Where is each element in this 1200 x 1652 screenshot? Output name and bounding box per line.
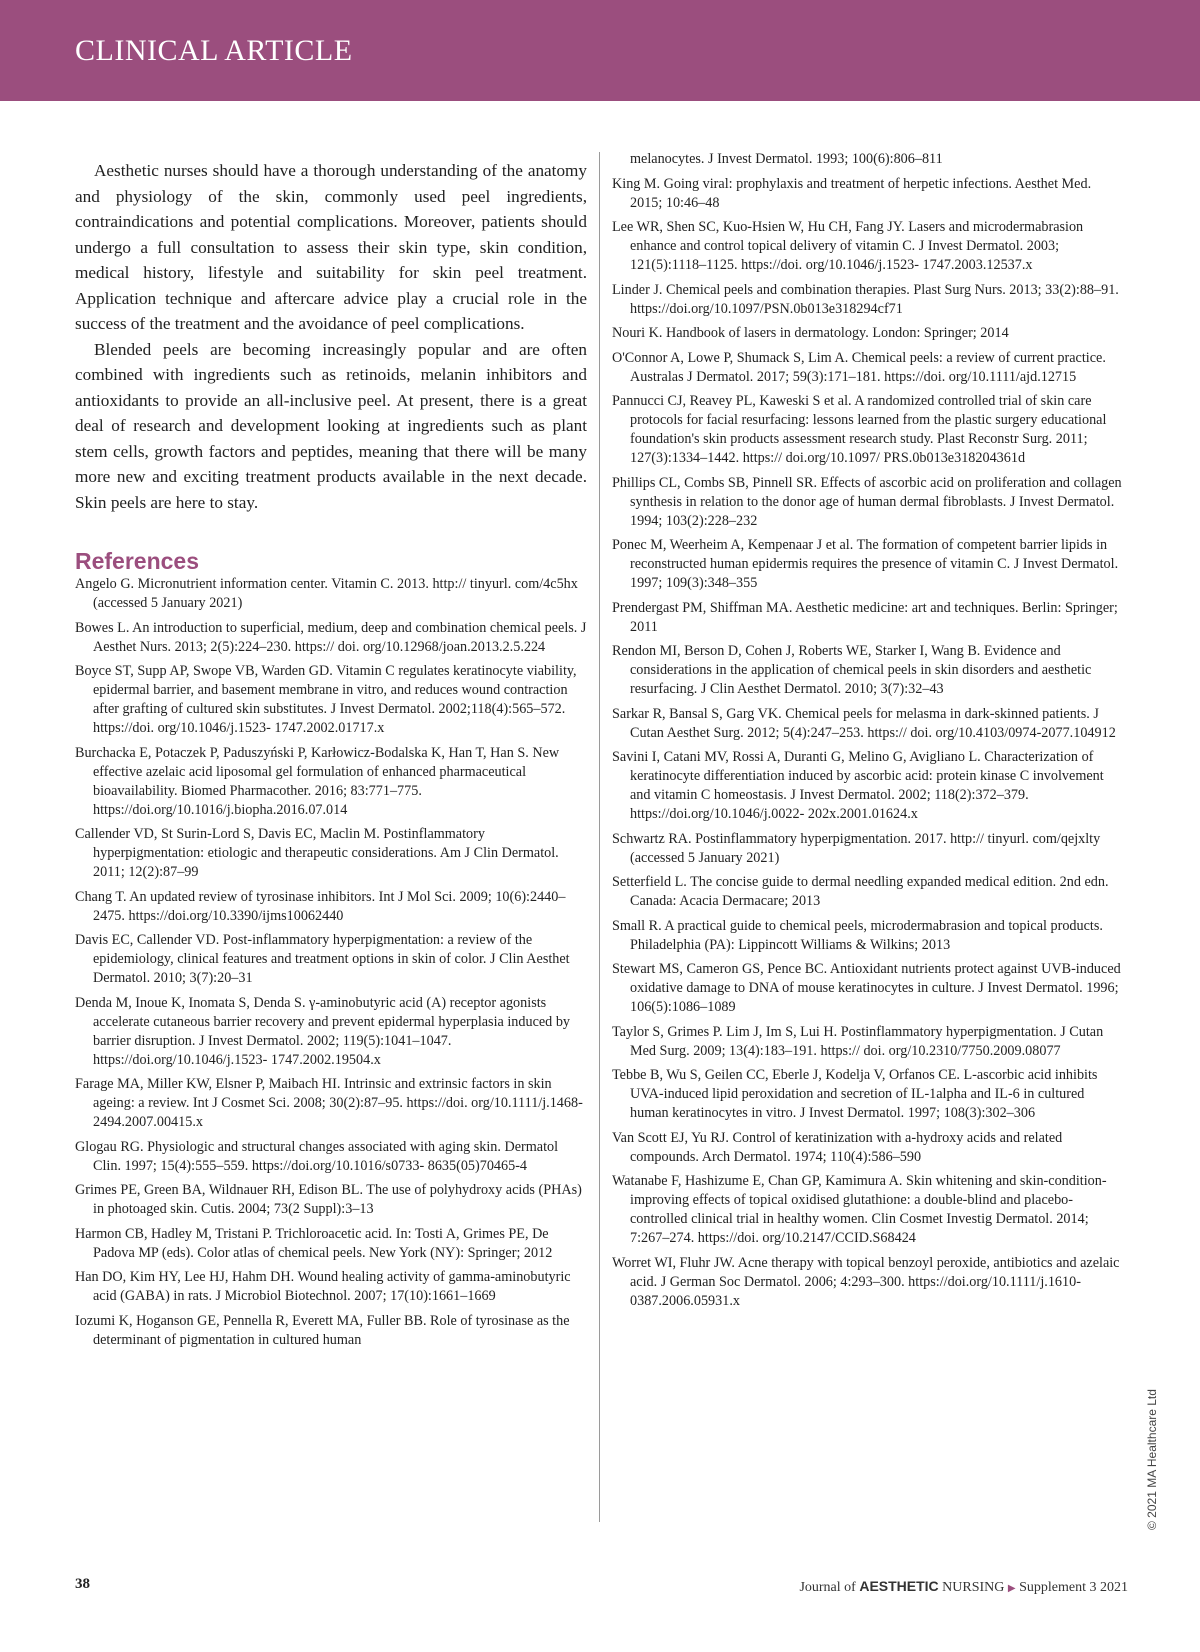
reference-item: King M. Going viral: prophylaxis and treatment of herpetic infections. Aesthet Med. 2015; 10:46–48 — [612, 175, 1092, 211]
reference-item: Small R. A practical guide to chemical peels, microdermabrasion and topical products. Philadelphia (PA): Lippincott Williams & Wilkins; 2013 — [612, 917, 1103, 953]
supplement-label: Supplement 3 2021 — [1019, 1580, 1128, 1595]
reference-item: Davis EC, Callender VD. Post-inflammatory hyperpigmentation: a review of the epidemiology, clinical features and treatment options in skin of color. J Clin Aesthet Dermatol. 2010; 3(7):20–31 — [75, 932, 570, 986]
reference-item: Lee WR, Shen SC, Kuo-Hsien W, Hu CH, Fang JY. Lasers and microdermabrasion enhance and control topical delivery of vitamin C. J Invest Dermatol. 2003; 121(5):1118–1125. https://doi. org/10.1046/j.1523- 1747.2003.12537.x — [612, 219, 1084, 273]
section-title: CLINICAL ARTICLE — [75, 34, 353, 67]
reference-item: Callender VD, St Surin-Lord S, Davis EC, Maclin M. Postinflammatory hyperpigmentation: etiologic and therapeutic considerations. Am J Clin Dermatol. 2011; 12(2):87–99 — [75, 826, 559, 880]
reference-item: Savini I, Catani MV, Rossi A, Duranti G, Melino G, Avigliano L. Characterization of keratinocyte differentiation induced by ascorbic acid: protein kinase C involvement and vitamin C homeostasis. J Invest Dermatol. 2002; 118(2):372–379. https://doi.org/10.1046/j.0022- 202x.2001.01624.x — [612, 749, 1104, 822]
reference-item: Pannucci CJ, Reavey PL, Kaweski S et al. A randomized controlled trial of skin care protocols for facial resurfacing: lessons learned from the plastic surgery educational foundation's skin products assessment research study. Plast Reconstr Surg. 2011; 127(3):1334–1442. https:// doi.org/10.1097/ PRS.0b013e318204361d — [612, 393, 1107, 466]
right-column — [612, 150, 1124, 1316]
reference-item: Tebbe B, Wu S, Geilen CC, Eberle J, Kodelja V, Orfanos CE. L-ascorbic acid inhibits UVA-induced lipid peroxidation and secretion of IL-1alpha and IL-6 in cultured human keratinocytes in vitro. J Invest Dermatol. 1997; 108(3):302–306 — [612, 1067, 1098, 1121]
reference-item: Han DO, Kim HY, Lee HJ, Hahm DH. Wound healing activity of gamma-aminobutyric acid (GABA) in rats. J Microbiol Biotechnol. 2007; 17(10):1661–1669 — [75, 1269, 571, 1304]
header-banner — [0, 0, 1200, 101]
journal-suffix: NURSING — [942, 1580, 1005, 1595]
reference-list-left — [75, 575, 587, 1350]
reference-item: Denda M, Inoue K, Inomata S, Denda S. γ-aminobutyric acid (A) receptor agonists accelerate cutaneous barrier recovery and prevent epidermal hyperplasia induced by barrier disruption. J Invest Dermatol. 2002; 119(5):1041–1047. https://doi.org/10.1046/j.1523- 1747.2002.19504.x — [75, 994, 571, 1068]
reference-item: Rendon MI, Berson D, Cohen J, Roberts WE, Starker I, Wang B. Evidence and considerations in the application of chemical peels in skin disorders and aesthetic resurfacing. J Clin Aesthet Dermatol. 2010; 3(7):32–43 — [612, 643, 1092, 697]
reference-item: Grimes PE, Green BA, Wildnauer RH, Edison BL. The use of polyhydroxy acids (PHAs) in photoaged skin. Cutis. 2004; 73(2 Suppl):3–13 — [75, 1182, 582, 1217]
journal-footer — [799, 1578, 1128, 1596]
reference-item: Worret WI, Fluhr JW. Acne therapy with topical benzoyl peroxide, antibiotics and azelaic acid. J German Soc Dermatol. 2006; 4:293–300. https://doi.org/10.1111/j.1610-0387.2006.05931.x — [612, 1254, 1120, 1309]
reference-item: Glogau RG. Physiologic and structural changes associated with aging skin. Dermatol Clin. 1997; 15(4):555–559. https://doi.org/10.1016/s0733- 8635(05)70465-4 — [75, 1138, 559, 1174]
reference-item: Phillips CL, Combs SB, Pinnell SR. Effects of ascorbic acid on proliferation and collagen synthesis in relation to the donor age of human dermal fibroblasts. J Invest Dermatol. 1994; 103(2):228–232 — [612, 474, 1122, 529]
reference-item: Setterfield L. The concise guide to dermal needling expanded medical edition. 2nd edn. Canada: Acacia Dermacare; 2013 — [612, 874, 1109, 909]
triangle-arrow-icon: ▶ — [1007, 1583, 1016, 1594]
body-paragraph: Blended peels are becoming increasingly popular and are often combined with ingredients such as retinoids, melanin inhibitors and antioxidants to provide an all-inclusive peel. At present, there is a great deal of research and development looking at ingredients such as plant stem cells, growth factors and peptides, meaning that there will be many more new and exciting treatment products available in the next decade. Skin peels are here to stay. — [75, 339, 587, 512]
journal-prefix: Journal of — [799, 1580, 856, 1595]
reference-item: Boyce ST, Supp AP, Swope VB, Warden GD. Vitamin C regulates keratinocyte viability, epidermal barrier, and basement membrane in vitro, and reduces wound contraction after grafting of cultured skin substitutes. J Invest Dermatol. 2002;118(4):565–572. https://doi. org/10.1046/j.1523- 1747.2002.01717.x — [75, 663, 577, 736]
reference-item: Watanabe F, Hashizume E, Chan GP, Kamimura A. Skin whitening and skin-condition-improving effects of topical oxidised glutathione: a double-blind and placebo-controlled clinical trial in healthy women. Clin Cosmet Investig Dermatol. 2014; 7:267–274. https://doi. org/10.2147/CCID.S68424 — [612, 1173, 1107, 1246]
reference-item: Chang T. An updated review of tyrosinase inhibitors. Int J Mol Sci. 2009; 10(6):2440–2475. https://doi.org/10.3390/ijms10062440 — [75, 888, 566, 924]
reference-item: Schwartz RA. Postinflammatory hyperpigmentation. 2017. http:// tinyurl. com/qejxlty (accessed 5 January 2021) — [612, 830, 1101, 866]
reference-item: Taylor S, Grimes P. Lim J, Im S, Lui H. Postinflammatory hyperpigmentation. J Cutan Med Surg. 2009; 13(4):183–191. https:// doi. org/10.2310/7750.2009.08077 — [612, 1023, 1104, 1059]
left-column — [75, 158, 587, 1355]
reference-item: Nouri K. Handbook of lasers in dermatology. London: Springer; 2014 — [612, 325, 1009, 341]
copyright-notice: © 2021 MA Healthcare Ltd — [1145, 1389, 1159, 1530]
reference-item: O'Connor A, Lowe P, Shumack S, Lim A. Chemical peels: a review of current practice. Australas J Dermatol. 2017; 59(3):171–181. https://doi. org/10.1111/ajd.12715 — [612, 349, 1106, 385]
column-divider — [599, 152, 600, 1522]
reference-item: Farage MA, Miller KW, Elsner P, Maibach HI. Intrinsic and extrinsic factors in skin ageing: a review. Int J Cosmet Sci. 2008; 30(2):87–95. https://doi. org/10.1111/j.1468-2494.2007.00415.x — [75, 1076, 583, 1130]
reference-item: Bowes L. An introduction to superficial, medium, deep and combination chemical peels. J Aesthet Nurs. 2013; 2(5):224–230. https:// doi. org/10.12968/joan.2013.2.5.224 — [75, 619, 587, 655]
reference-item: Harmon CB, Hadley M, Tristani P. Trichloroacetic acid. In: Tosti A, Grimes PE, De Padova MP (eds). Color atlas of chemical peels. New York (NY): Springer; 2012 — [75, 1225, 553, 1261]
reference-item: Van Scott EJ, Yu RJ. Control of keratinization with a-hydroxy acids and related compounds. Arch Dermatol. 1974; 110(4):586–590 — [612, 1129, 1063, 1165]
reference-item: Prendergast PM, Shiffman MA. Aesthetic medicine: art and techniques. Berlin: Springer; 2011 — [612, 599, 1118, 635]
journal-name-bold: AESTHETIC — [859, 1578, 939, 1594]
reference-item: Burchacka E, Potaczek P, Paduszyński P, Karłowicz-Bodalska K, Han T, Han S. New effective azelaic acid liposomal gel formulation of enhanced pharmaceutical bioavailability. Biomed Pharmacother. 2016; 83:771–775. https://doi.org/10.1016/j.biopha.2016.07.014 — [75, 744, 560, 818]
references-heading: References — [75, 548, 200, 574]
reference-item: Linder J. Chemical peels and combination therapies. Plast Surg Nurs. 2013; 33(2):88–91. https://doi.org/10.1097/PSN.0b013e318294cf71 — [612, 281, 1119, 317]
page-number: 38 — [75, 1576, 90, 1592]
reference-item: Ponec M, Weerheim A, Kempenaar J et al. The formation of competent barrier lipids in reconstructed human epidermis requires the presence of vitamin C. J Invest Dermatol. 1997; 109(3):348–355 — [612, 537, 1119, 591]
reference-item: Stewart MS, Cameron GS, Pence BC. Antioxidant nutrients protect against UVB-induced oxidative damage to DNA of mouse keratinocytes in culture. J Invest Dermatol. 1996; 106(5):1086–1089 — [612, 961, 1121, 1015]
reference-item: Angelo G. Micronutrient information center. Vitamin C. 2013. http:// tinyurl. com/4c5hx (accessed 5 January 2021) — [75, 576, 578, 611]
body-paragraph: Aesthetic nurses should have a thorough understanding of the anatomy and physiology of the skin, commonly used peel ingredients, contraindications and potential complications. Moreover, patients should undergo a full consultation to assess their skin type, skin condition, medical history, lifestyle and suitability for skin peel treatment. Application technique and aftercare advice play a crucial role in the success of the treatment and the avoidance of peel complications. — [75, 161, 587, 333]
reference-item: Sarkar R, Bansal S, Garg VK. Chemical peels for melasma in dark-skinned patients. J Cutan Aesthet Surg. 2012; 5(4):247–253. https:// doi. org/10.4103/0974-2077.104912 — [612, 705, 1116, 741]
reference-continuation: melanocytes. J Invest Dermatol. 1993; 100(6):806–811 — [630, 151, 943, 167]
reference-item: Iozumi K, Hoganson GE, Pennella R, Everett MA, Fuller BB. Role of tyrosinase as the determinant of pigmentation in cultured human — [75, 1312, 570, 1348]
